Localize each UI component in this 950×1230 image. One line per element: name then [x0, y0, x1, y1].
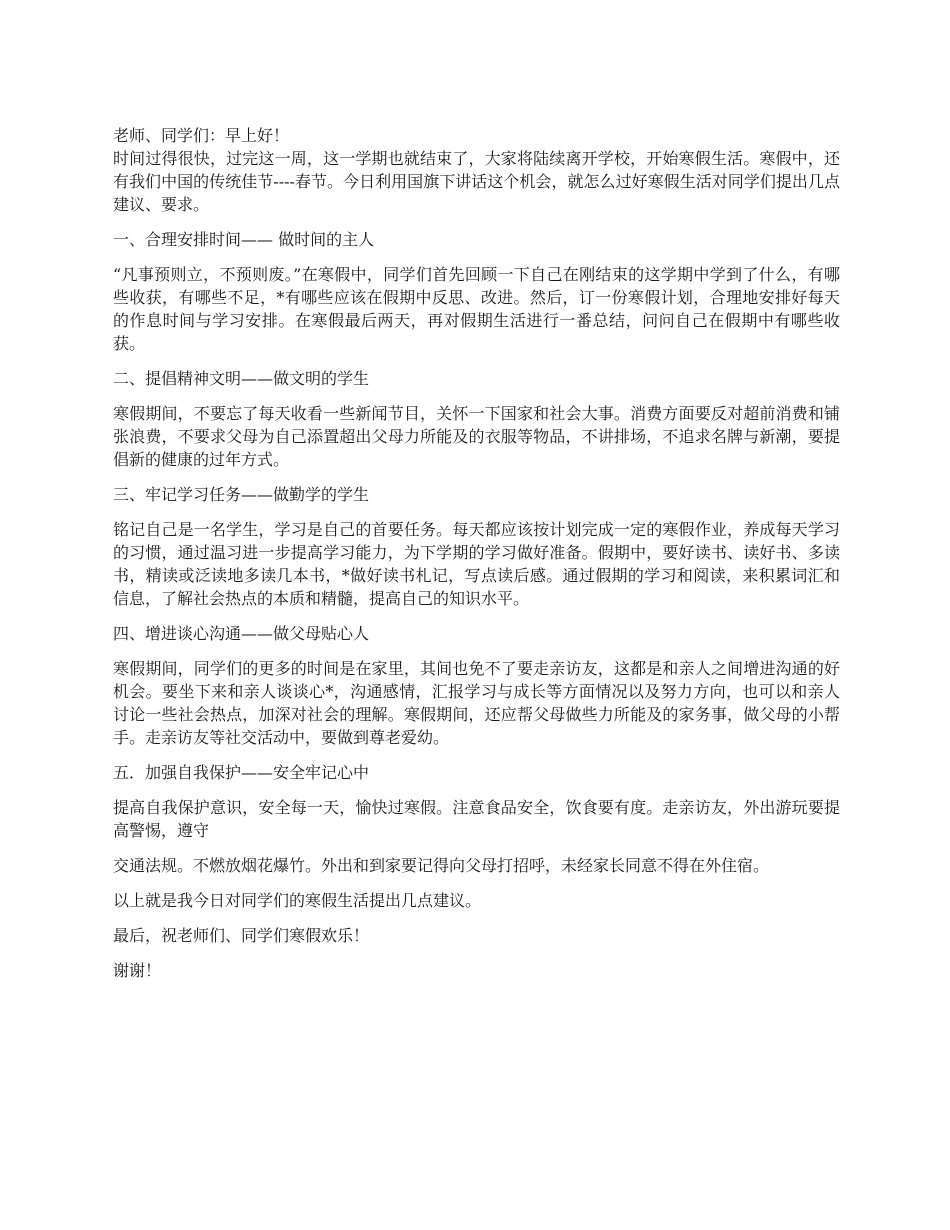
section-body-5: 提高自我保护意识，安全每一天，愉快过寒假。注意食品安全，饮食要有度。走亲访友，外出游玩要提高警惕，遵守 — [113, 798, 840, 840]
continuation-paragraph: 交通法规。不燃放烟花爆竹。外出和到家要记得向父母打招呼，未经家长同意不得在外住宿。 — [113, 856, 770, 875]
summary-paragraph: 以上就是我今日对同学们的寒假生活提出几点建议。 — [113, 891, 482, 910]
wish-paragraph: 最后，祝老师们、同学们寒假欢乐！ — [113, 926, 370, 945]
section-heading-2: 二、提倡精神文明——做文明的学生 — [113, 369, 370, 388]
section-heading-3: 三、牢记学习任务——做勤学的学生 — [113, 485, 370, 504]
section-heading-4: 四、增进谈心沟通——做父母贴心人 — [113, 624, 370, 643]
greeting: 老师、同学们：早上好！ — [113, 126, 290, 145]
section-heading-5: 五．加强自我保护——安全牢记心中 — [113, 763, 370, 782]
intro-paragraph: 时间过得很快，过完这一周，这一学期也就结束了，大家将陆续离开学校，开始寒假生活。寒假中，还有我们中国的传统佳节----春节。今日利用国旗下讲话这个机会，就怎么过好寒假生活对同学们提出几点建议、要求。 — [113, 149, 840, 214]
section-body-1: “凡事预则立，不预则废。”在寒假中，同学们首先回顾一下自己在刚结束的这学期中学到了什么，有哪些收获，有哪些不足，*有哪些应该在假期中反思、改进。然后，订一份寒假计划，合理地安排好每天的作息时间与学习安排。在寒假最后两天，再对假期生活进行一番总结，问问自己在假期中有哪些收获。 — [113, 265, 840, 353]
section-heading-1: 一、合理安排时间—— 做时间的主人 — [113, 230, 375, 249]
section-body-2: 寒假期间，不要忘了每天收看一些新闻节目，关怀一下国家和社会大事。消费方面要反对超前消费和铺张浪费，不要求父母为自己添置超出父母力所能及的衣服等物品，不讲排场，不追求名牌与新潮，要提倡新的健康的过年方式。 — [113, 404, 840, 469]
section-body-3: 铭记自己是一名学生，学习是自己的首要任务。每天都应该按计划完成一定的寒假作业，养成每天学习的习惯，通过温习进一步提高学习能力，为下学期的学习做好准备。假期中，要好读书、读好书、多读书，精读或泛读地多读几本书，*做好读书札记，写点读后感。通过假期的学习和阅读，来积累词汇和信息，了解社会热点的本质和精髓，提高自己的知识水平。 — [113, 520, 840, 608]
section-body-4: 寒假期间，同学们的更多的时间是在家里，其间也免不了要走亲访友，这都是和亲人之间增进沟通的好机会。要坐下来和亲人谈谈心*，沟通感情，汇报学习与成长等方面情况以及努力方向，也可以和亲人讨论一些社会热点，加深对社会的理解。寒假期间，还应帮父母做些力所能及的家务事，做父母的小帮手。走亲访友等社交活动中，要做到尊老爱幼。 — [113, 659, 840, 747]
document-body — [113, 124, 840, 994]
thanks-paragraph: 谢谢！ — [113, 961, 162, 980]
